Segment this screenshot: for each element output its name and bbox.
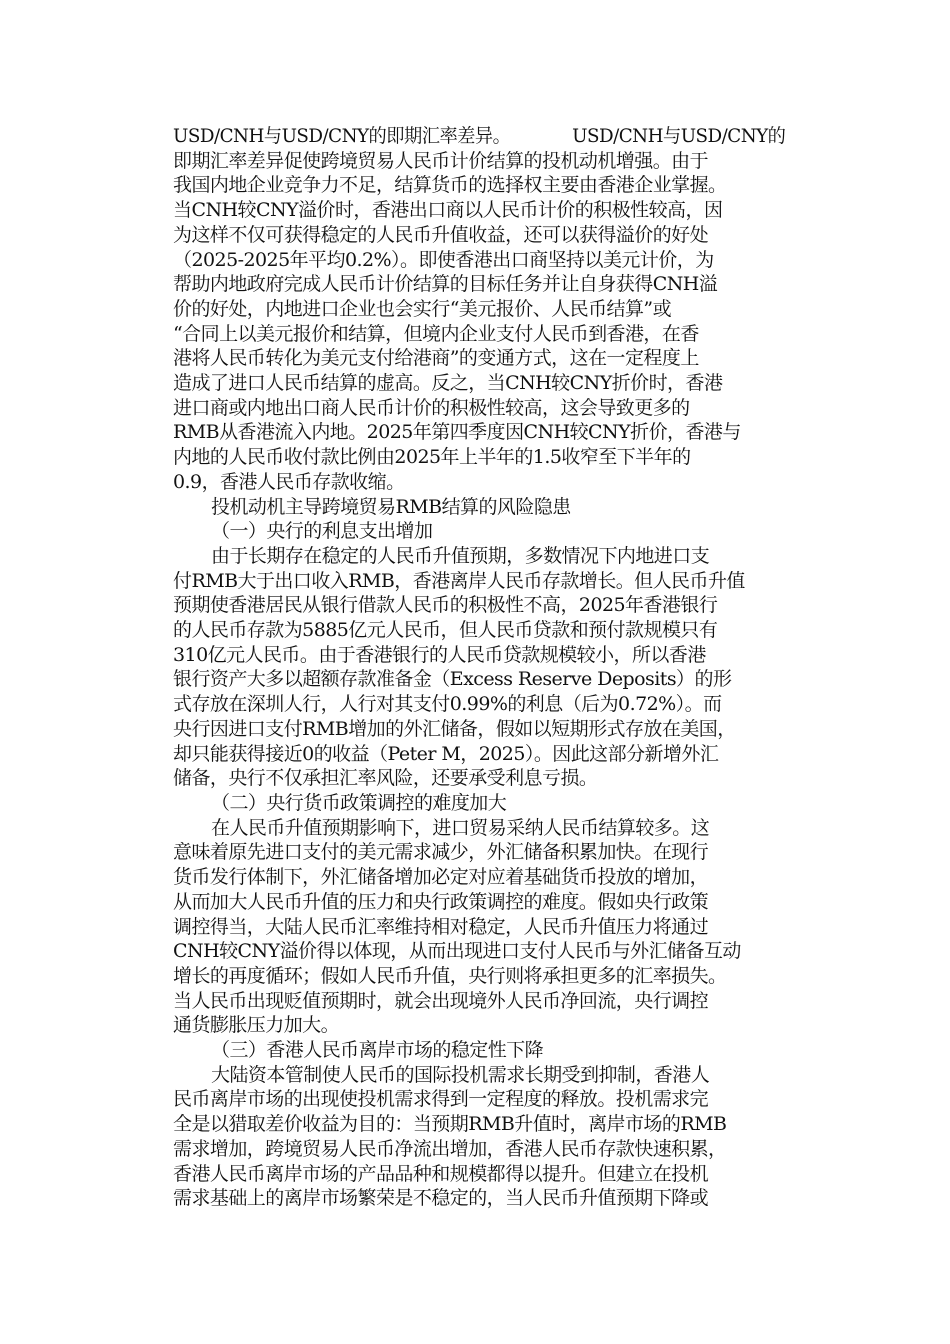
text-line: 内地的人民币收付款比例由2025年上半年的1.5收窄至下半年的 bbox=[173, 446, 691, 469]
text-line: 价的好处，内地进口企业也会实行“美元报价、人民币结算”或 bbox=[173, 297, 672, 320]
text-line: 预期使香港居民从银行借款人民币的积极性不高，2025年香港银行 bbox=[173, 594, 718, 617]
text-line: 央行因进口支付RMB增加的外汇储备，假如以短期形式存放在美国， bbox=[173, 717, 736, 740]
text-line: （二）央行货币政策调控的难度加大 bbox=[211, 791, 507, 814]
text-line: （一）央行的利息支出增加 bbox=[211, 520, 433, 543]
text-line: 从而加大人民币升值的压力和央行政策调控的难度。假如央行政策 bbox=[173, 890, 709, 913]
text-line: 的人民币存款为5885亿元人民币，但人民币贷款和预付款规模只有 bbox=[173, 619, 718, 642]
text-line: 我国内地企业竞争力不足，结算货币的选择权主要由香港企业掌握。 bbox=[173, 174, 727, 197]
text-line: 付RMB大于出口收入RMB，香港离岸人民币存款增长。但人民币升值 bbox=[173, 569, 745, 592]
text-line: 当人民币出现贬值预期时，就会出现境外人民币净回流，央行调控 bbox=[173, 989, 709, 1012]
text-line: RMB从香港流入内地。2025年第四季度因CNH较CNY折价，香港与 bbox=[173, 421, 741, 444]
text-line: 增长的再度循环；假如人民币升值，央行则将承担更多的汇率损失。 bbox=[173, 964, 727, 987]
text-line: USD/CNH与USD/CNY的即期汇率差异。 USD/CNH与USD/CNY的 bbox=[173, 125, 786, 147]
text-line: 民币离岸市场的出现使投机需求得到一定程度的释放。投机需求完 bbox=[173, 1088, 709, 1111]
text-line: 即期汇率差异促使跨境贸易人民币计价结算的投机动机增强。由于 bbox=[173, 149, 709, 172]
text-line: 造成了进口人民币结算的虚高。反之，当CNH较CNY折价时，香港 bbox=[173, 372, 723, 395]
text-line: 进口商或内地出口商人民币计价的积极性较高，这会导致更多的 bbox=[173, 396, 690, 419]
text-line: 需求基础上的离岸市场繁荣是不稳定的，当人民币升值预期下降或 bbox=[173, 1187, 709, 1210]
text-line: 在人民币升值预期影响下，进口贸易采纳人民币结算较多。这 bbox=[211, 816, 710, 839]
text-line: 港将人民币转化为美元支付给港商”的变通方式，这在一定程度上 bbox=[173, 347, 699, 370]
text-line: 调控得当，大陆人民币汇率维持相对稳定，人民币升值压力将通过 bbox=[173, 915, 709, 938]
text-line: 需求增加，跨境贸易人民币净流出增加，香港人民币存款快速积累， bbox=[173, 1137, 727, 1160]
text-line: 香港人民币离岸市场的产品品种和规模都得以提升。但建立在投机 bbox=[173, 1162, 709, 1185]
text-line: CNH较CNY溢价得以体现，从而出现进口支付人民币与外汇储备互动 bbox=[173, 940, 741, 963]
text-line: 银行资产大多以超额存款准备金（Excess Reserve Deposits）的形 bbox=[173, 668, 732, 691]
document-body bbox=[173, 124, 785, 1211]
text-line: 当CNH较CNY溢价时，香港出口商以人民币计价的积极性较高，因 bbox=[173, 199, 723, 222]
text-line: 通货膨胀压力加大。 bbox=[173, 1014, 340, 1037]
text-line: “合同上以美元报价和结算，但境内企业支付人民币到香港，在香 bbox=[173, 322, 699, 345]
text-line: 帮助内地政府完成人民币计价结算的目标任务并让自身获得CNH溢 bbox=[173, 273, 718, 296]
text-line: （三）香港人民币离岸市场的稳定性下降 bbox=[211, 1039, 544, 1062]
text-line: 投机动机主导跨境贸易RMB结算的风险隐患 bbox=[211, 495, 571, 518]
text-line: 全是以猎取差价收益为目的：当预期RMB升值时，离岸市场的RMB bbox=[173, 1113, 727, 1136]
text-line: 0.9，香港人民币存款收缩。 bbox=[173, 470, 405, 493]
text-line: 由于长期存在稳定的人民币升值预期，多数情况下内地进口支 bbox=[211, 544, 710, 567]
text-line: 储备，央行不仅承担汇率风险，还要承受利息亏损。 bbox=[173, 767, 598, 790]
text-line: 310亿元人民币。由于香港银行的人民币贷款规模较小，所以香港 bbox=[173, 643, 706, 666]
text-line: （2025-2025年平均0.2%）。即使香港出口商坚持以美元计价，为 bbox=[173, 248, 714, 271]
text-line: 为这样不仅可获得稳定的人民币升值收益，还可以获得溢价的好处 bbox=[173, 223, 709, 246]
text-line: 货币发行体制下，外汇储备增加必定对应着基础货币投放的增加， bbox=[173, 866, 709, 889]
text-line: 意味着原先进口支付的美元需求减少，外汇储备积累加快。在现行 bbox=[173, 841, 709, 864]
text-line: 却只能获得接近0的收益（Peter M，2025）。因此这部分新增外汇 bbox=[173, 742, 719, 765]
text-line: 式存放在深圳人行，人行对其支付0.99%的利息（后为0.72%）。而 bbox=[173, 693, 722, 716]
text-line: 大陆资本管制使人民币的国际投机需求长期受到抑制，香港人 bbox=[211, 1063, 710, 1086]
